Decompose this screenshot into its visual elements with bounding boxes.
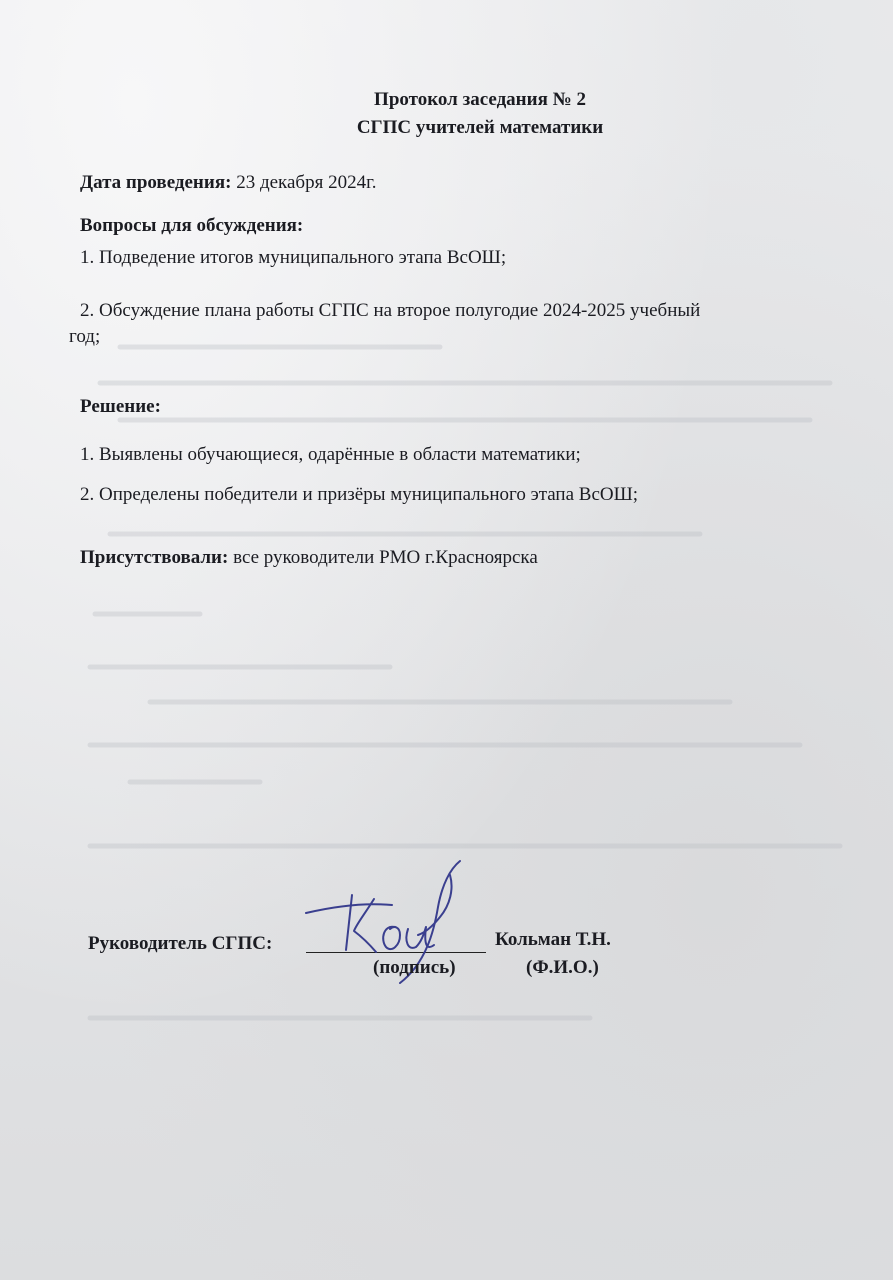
- question-item: 1. Подведение итогов муниципального этапа ВсОШ;: [80, 247, 507, 268]
- signer-name-caption: (Ф.И.О.): [526, 957, 599, 978]
- attendance-value: все руководители РМО г.Красноярска: [233, 547, 538, 568]
- attendance-label: Присутствовали:: [80, 547, 229, 568]
- decision-item: 2. Определены победители и призёры муниципального этапа ВсОШ;: [80, 484, 639, 505]
- question-item: 2. Обсуждение плана работы СГПС на второе полугодие 2024-2025 учебный: [80, 300, 701, 321]
- decision-heading: Решение:: [80, 396, 161, 417]
- signer-name: Кольман Т.Н.: [495, 929, 611, 950]
- protocol-title: Протокол заседания № 2: [374, 89, 586, 110]
- decision-item: 1. Выявлены обучающиеся, одарённые в области математики;: [80, 444, 581, 465]
- signature-caption: (подпись): [373, 957, 456, 978]
- date-value: 23 декабря 2024г.: [236, 172, 377, 193]
- protocol-subtitle: СГПС учителей математики: [356, 117, 604, 138]
- role-label: Руководитель СГПС:: [88, 933, 273, 954]
- date-label: Дата проведения:: [80, 172, 232, 193]
- question-item-continuation: год;: [69, 326, 101, 347]
- attendance-row: [80, 547, 538, 569]
- questions-heading: Вопросы для обсуждения:: [80, 215, 304, 236]
- date-row: [80, 172, 376, 194]
